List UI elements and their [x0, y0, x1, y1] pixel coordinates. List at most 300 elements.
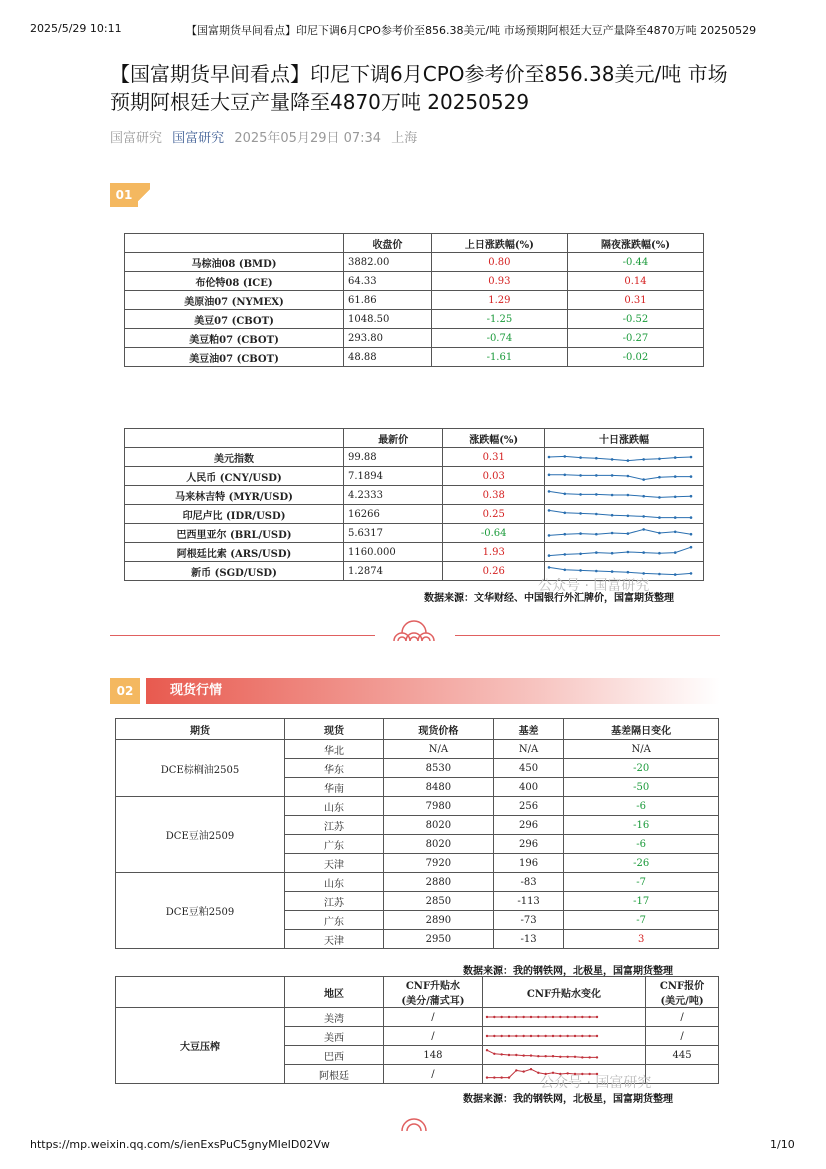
section-01-decor: [138, 183, 150, 207]
sparkline-point: [563, 569, 566, 572]
sparkline-line: [549, 567, 691, 574]
cnf-header: CNF升贴水 (美分/蒲式耳): [384, 977, 483, 1008]
cnf-quote: /: [646, 1008, 719, 1027]
sparkline-point: [537, 1016, 539, 1018]
sparkline-point: [566, 1035, 568, 1037]
sparkline-point: [579, 532, 582, 535]
article-title: 【国富期货早间看点】印尼下调6月CPO参考价至856.38美元/吨 市场预期阿根廷大豆产量降至4870万吨 20250529: [110, 62, 728, 114]
spot-region: 山东: [285, 797, 384, 816]
close-price: 48.88: [344, 348, 432, 367]
sparkline-point: [627, 475, 630, 478]
sparkline-point: [486, 1035, 488, 1037]
sparkline-point: [515, 1035, 517, 1037]
table-row: [125, 329, 704, 348]
table-row: [125, 310, 704, 329]
sparkline-chart: [483, 1009, 601, 1025]
sparkline-point: [642, 528, 645, 531]
overnight-change: -0.27: [567, 329, 703, 348]
sparkline-point: [515, 1016, 517, 1018]
article-date: 2025年05月29日 07:34: [234, 131, 382, 146]
sparkline-point: [642, 478, 645, 481]
overnight-change: 0.31: [567, 291, 703, 310]
sparkline-point: [500, 1035, 502, 1037]
fx-table: [124, 428, 704, 581]
sparkline-point: [642, 551, 645, 554]
sparkline-point: [530, 1035, 532, 1037]
table-row: [116, 873, 719, 892]
sparkline-point: [627, 494, 630, 497]
sparkline-point: [508, 1054, 510, 1056]
sparkline-point: [581, 1056, 583, 1058]
sparkline-point: [658, 496, 661, 499]
sparkline-point: [544, 1016, 546, 1018]
article-location: 上海: [391, 131, 418, 146]
sparkline-point: [595, 474, 598, 477]
currency-name: 巴西里亚尔 (BRL/USD): [125, 524, 344, 543]
sparkline-point: [579, 456, 582, 459]
change-pct: 0.26: [443, 562, 545, 581]
sparkline-point: [595, 493, 598, 496]
sparkline-line: [549, 547, 691, 555]
basis-change: N/A: [564, 740, 719, 759]
sparkline-point: [559, 1016, 561, 1018]
sparkline-point: [493, 1016, 495, 1018]
basis-change: -20: [564, 759, 719, 778]
sparkline-point: [566, 1016, 568, 1018]
sparkline-chart: [545, 468, 695, 484]
close-price: 61.86: [344, 291, 432, 310]
cnf-header: CNF报价 (美元/吨): [646, 977, 719, 1008]
basis: 450: [493, 759, 564, 778]
sparkline-point: [581, 1016, 583, 1018]
close-price: 293.80: [344, 329, 432, 348]
sparkline-point: [611, 532, 614, 535]
sparkline-point: [627, 515, 630, 518]
sparkline-point: [559, 1035, 561, 1037]
sparkline-point: [563, 455, 566, 458]
sparkline-point: [579, 493, 582, 496]
spot-header: 基差隔日变化: [564, 719, 719, 740]
table-row: [125, 291, 704, 310]
latest-price: 5.6317: [344, 524, 443, 543]
sparkline-point: [674, 531, 677, 534]
spot-table: [115, 718, 719, 949]
latest-price: 16266: [344, 505, 443, 524]
spot-region: 华南: [285, 778, 384, 797]
sparkline-point: [674, 475, 677, 478]
table-row: [125, 448, 704, 467]
table-row: [116, 1008, 719, 1027]
prev-day-change: -1.61: [431, 348, 567, 367]
sparkline-point: [548, 566, 551, 569]
sparkline-point: [530, 1068, 532, 1070]
currency-name: 人民币 (CNY/USD): [125, 467, 344, 486]
sparkline-point: [563, 533, 566, 536]
sparkline-chart: [483, 1047, 601, 1063]
contract-name: 美豆07 (CBOT): [125, 310, 344, 329]
print-datetime: 2025/5/29 10:11: [30, 22, 122, 35]
sparkline-point: [627, 532, 630, 535]
sparkline-point: [548, 554, 551, 557]
sparkline-point: [522, 1016, 524, 1018]
basis-change: -26: [564, 854, 719, 873]
sparkline-point: [548, 509, 551, 512]
sparkline-point: [486, 1049, 488, 1051]
sparkline-point: [627, 551, 630, 554]
basis: -73: [493, 911, 564, 930]
sparkline-point: [658, 476, 661, 479]
sparkline-point: [642, 495, 645, 498]
currency-name: 新币 (SGD/USD): [125, 562, 344, 581]
watermark-1: 公众号 · 国富研究: [538, 578, 650, 594]
ten-day-trend: [545, 505, 704, 524]
sparkline-point: [508, 1035, 510, 1037]
spot-price: 2950: [384, 930, 494, 949]
sparkline-point: [508, 1016, 510, 1018]
spot-price: 2890: [384, 911, 494, 930]
sparkline-point: [611, 570, 614, 573]
sparkline-point: [658, 552, 661, 555]
sparkline-line: [487, 1050, 597, 1057]
sparkline-point: [548, 456, 551, 459]
sparkline-point: [566, 1056, 568, 1058]
sparkline-point: [563, 553, 566, 556]
sparkline-point: [522, 1035, 524, 1037]
sparkline-point: [574, 1035, 576, 1037]
currency-name: 阿根廷比索 (ARS/USD): [125, 543, 344, 562]
print-page-number: 1/10: [770, 1138, 795, 1151]
change-pct: 0.25: [443, 505, 545, 524]
cnf-premium: /: [384, 1027, 483, 1046]
cnf-premium: 148: [384, 1046, 483, 1065]
sparkline-point: [596, 1016, 598, 1018]
source-note-2: 数据来源：我的钢铁网，北极星，国富期货整理: [463, 966, 673, 977]
sparkline-point: [690, 533, 693, 536]
cnf-header: [116, 977, 285, 1008]
change-pct: 0.03: [443, 467, 545, 486]
contract-name: 美豆油07 (CBOT): [125, 348, 344, 367]
futures-table: [124, 233, 704, 367]
table-row: [125, 348, 704, 367]
sparkline-chart: [545, 544, 695, 560]
spot-region: 天津: [285, 854, 384, 873]
sparkline-point: [548, 534, 551, 537]
sparkline-point: [674, 551, 677, 554]
table-row: [125, 467, 704, 486]
fx-header: 涨跌幅(%): [443, 429, 545, 448]
basis-change: 3: [564, 930, 719, 949]
spot-price: 8020: [384, 816, 494, 835]
sparkline-point: [595, 533, 598, 536]
sparkline-point: [548, 490, 551, 493]
futures-contract: DCE豆油2509: [116, 797, 285, 873]
sparkline-point: [627, 571, 630, 574]
sparkline-point: [611, 494, 614, 497]
sparkline-point: [611, 552, 614, 555]
basis-change: -17: [564, 892, 719, 911]
sparkline-point: [500, 1076, 502, 1078]
sparkline-point: [544, 1035, 546, 1037]
sparkline-point: [658, 573, 661, 576]
basis: -13: [493, 930, 564, 949]
sparkline-point: [537, 1035, 539, 1037]
contract-name: 马棕油08 (BMD): [125, 253, 344, 272]
sparkline-point: [522, 1070, 524, 1072]
basis: -113: [493, 892, 564, 911]
article-author: 国富研究: [110, 131, 163, 146]
sparkline-point: [596, 1035, 598, 1037]
section-divider-right: [455, 635, 720, 636]
currency-name: 马来林吉特 (MYR/USD): [125, 486, 344, 505]
spot-price: 7920: [384, 854, 494, 873]
basis-change: -7: [564, 911, 719, 930]
cnf-premium-trend: [482, 1046, 645, 1065]
spot-region: 江苏: [285, 816, 384, 835]
sparkline-point: [530, 1016, 532, 1018]
sparkline-point: [486, 1016, 488, 1018]
basis-change: -6: [564, 797, 719, 816]
currency-name: 美元指数: [125, 448, 344, 467]
cnf-premium-trend: [482, 1008, 645, 1027]
sparkline-point: [581, 1035, 583, 1037]
print-page-title: 【国富期货早间看点】印尼下调6月CPO参考价至856.38美元/吨 市场预期阿根廷大豆产量降至4870万吨 20250529: [186, 24, 757, 37]
futures-contract: DCE豆粕2509: [116, 873, 285, 949]
contract-name: 布伦特08 (ICE): [125, 272, 344, 291]
cnf-quote: 445: [646, 1046, 719, 1065]
sparkline-point: [658, 516, 661, 519]
contract-name: 美原油07 (NYMEX): [125, 291, 344, 310]
cnf-premium: /: [384, 1065, 483, 1084]
sparkline-point: [658, 532, 661, 535]
cnf-region: 美西: [285, 1027, 384, 1046]
section-02-header: [110, 678, 720, 704]
overnight-change: 0.14: [567, 272, 703, 291]
basis: 296: [493, 835, 564, 854]
cloud-ornament-icon: [388, 619, 440, 643]
sparkline-point: [595, 551, 598, 554]
source-note-3: 数据来源：我的钢铁网，北极星，国富期货整理: [463, 1094, 673, 1105]
sparkline-point: [627, 459, 630, 462]
account-link[interactable]: 国富研究: [172, 131, 225, 146]
spot-region: 广东: [285, 835, 384, 854]
cnf-table: [115, 976, 719, 1084]
sparkline-chart: [545, 525, 695, 541]
sparkline-point: [552, 1016, 554, 1018]
ten-day-trend: [545, 486, 704, 505]
spot-price: 2880: [384, 873, 494, 892]
sparkline-point: [611, 514, 614, 517]
cnf-header: CNF升贴水变化: [482, 977, 645, 1008]
article-meta: [110, 127, 417, 146]
sparkline-point: [674, 496, 677, 499]
section-01-badge: 01: [110, 183, 138, 207]
cnf-premium: /: [384, 1008, 483, 1027]
sparkline-line: [549, 491, 691, 497]
spot-region: 广东: [285, 911, 384, 930]
sparkline-point: [579, 569, 582, 572]
cnf-header: 地区: [285, 977, 384, 1008]
sparkline-chart: [545, 449, 695, 465]
sparkline-point: [690, 475, 693, 478]
spot-price: 8530: [384, 759, 494, 778]
futures-header: [125, 234, 344, 253]
change-pct: 1.93: [443, 543, 545, 562]
sparkline-point: [595, 457, 598, 460]
spot-header: 现货: [285, 719, 384, 740]
table-row: [116, 797, 719, 816]
sparkline-point: [642, 458, 645, 461]
fx-header: 十日涨跌幅: [545, 429, 704, 448]
sparkline-point: [493, 1076, 495, 1078]
latest-price: 1160.000: [344, 543, 443, 562]
sparkline-point: [588, 1056, 590, 1058]
sparkline-point: [522, 1054, 524, 1056]
basis: N/A: [493, 740, 564, 759]
cnf-region: 阿根廷: [285, 1065, 384, 1084]
basis: 196: [493, 854, 564, 873]
latest-price: 4.2333: [344, 486, 443, 505]
sparkline-point: [579, 553, 582, 556]
sparkline-point: [690, 546, 693, 549]
fx-header: 最新价: [344, 429, 443, 448]
sparkline-point: [493, 1035, 495, 1037]
sparkline-point: [552, 1055, 554, 1057]
section-02-title: 现货行情: [170, 683, 223, 698]
sparkline-point: [611, 474, 614, 477]
sparkline-point: [690, 516, 693, 519]
spot-header: 期货: [116, 719, 285, 740]
ten-day-trend: [545, 524, 704, 543]
sparkline-point: [588, 1035, 590, 1037]
sparkline-point: [559, 1056, 561, 1058]
spot-price: N/A: [384, 740, 494, 759]
cnf-quote: [646, 1065, 719, 1084]
spot-region: 华北: [285, 740, 384, 759]
section-02-badge: 02: [116, 684, 134, 698]
sparkline-point: [588, 1016, 590, 1018]
sparkline-point: [674, 516, 677, 519]
cloud-ornament-bottom-icon: [400, 1117, 428, 1131]
prev-day-change: -0.74: [431, 329, 567, 348]
watermark-2: 公众号 · 国富研究: [540, 1075, 652, 1091]
sparkline-point: [563, 493, 566, 496]
ten-day-trend: [545, 448, 704, 467]
futures-header: 收盘价: [344, 234, 432, 253]
sparkline-point: [642, 515, 645, 518]
fx-header: [125, 429, 344, 448]
sparkline-point: [530, 1054, 532, 1056]
latest-price: 7.1894: [344, 467, 443, 486]
close-price: 3882.00: [344, 253, 432, 272]
sparkline-point: [674, 573, 677, 576]
sparkline-point: [537, 1055, 539, 1057]
sparkline-point: [500, 1016, 502, 1018]
cnf-quote: /: [646, 1027, 719, 1046]
close-price: 64.33: [344, 272, 432, 291]
basis: 256: [493, 797, 564, 816]
sparkline-line: [549, 529, 691, 535]
sparkline-point: [508, 1076, 510, 1078]
sparkline-point: [579, 512, 582, 515]
sparkline-point: [690, 572, 693, 575]
basis-change: -6: [564, 835, 719, 854]
sparkline-chart: [483, 1028, 601, 1044]
sparkline-point: [515, 1054, 517, 1056]
sparkline-point: [595, 570, 598, 573]
futures-header: 上日涨跌幅(%): [431, 234, 567, 253]
sparkline-chart: [545, 487, 695, 503]
section-divider-left: [110, 635, 375, 636]
prev-day-change: 1.29: [431, 291, 567, 310]
latest-price: 99.88: [344, 448, 443, 467]
sparkline-point: [674, 456, 677, 459]
spot-region: 华东: [285, 759, 384, 778]
sparkline-point: [563, 512, 566, 515]
currency-name: 印尼卢比 (IDR/USD): [125, 505, 344, 524]
sparkline-point: [611, 458, 614, 461]
ten-day-trend: [545, 467, 704, 486]
crush-group: 大豆压榨: [116, 1008, 285, 1084]
cnf-region: 美湾: [285, 1008, 384, 1027]
sparkline-point: [574, 1056, 576, 1058]
sparkline-chart: [545, 506, 695, 522]
table-row: [125, 253, 704, 272]
sparkline-point: [544, 1055, 546, 1057]
spot-price: 2850: [384, 892, 494, 911]
change-pct: 0.38: [443, 486, 545, 505]
futures-header: 隔夜涨跌幅(%): [567, 234, 703, 253]
prev-day-change: -1.25: [431, 310, 567, 329]
spot-price: 8480: [384, 778, 494, 797]
table-row: [116, 740, 719, 759]
sparkline-line: [549, 475, 691, 480]
basis-change: -50: [564, 778, 719, 797]
sparkline-point: [579, 474, 582, 477]
sparkline-point: [548, 474, 551, 477]
spot-region: 江苏: [285, 892, 384, 911]
ten-day-trend: [545, 543, 704, 562]
cnf-premium-trend: [482, 1027, 645, 1046]
sparkline-point: [552, 1035, 554, 1037]
spot-price: 8020: [384, 835, 494, 854]
source-note-1: 数据来源：文华财经、中国银行外汇牌价，国富期货整理: [424, 593, 674, 604]
spot-header: 现货价格: [384, 719, 494, 740]
basis: 400: [493, 778, 564, 797]
sparkline-point: [690, 495, 693, 498]
sparkline-point: [493, 1053, 495, 1055]
table-row: [125, 486, 704, 505]
spot-region: 天津: [285, 930, 384, 949]
table-row: [125, 505, 704, 524]
spot-header: 基差: [493, 719, 564, 740]
basis: -83: [493, 873, 564, 892]
overnight-change: -0.52: [567, 310, 703, 329]
sparkline-line: [549, 456, 691, 460]
change-pct: 0.31: [443, 448, 545, 467]
basis-change: -16: [564, 816, 719, 835]
table-row: [125, 543, 704, 562]
basis-change: -7: [564, 873, 719, 892]
futures-contract: DCE棕榈油2505: [116, 740, 285, 797]
prev-day-change: 0.80: [431, 253, 567, 272]
sparkline-point: [595, 513, 598, 516]
prev-day-change: 0.93: [431, 272, 567, 291]
close-price: 1048.50: [344, 310, 432, 329]
latest-price: 1.2874: [344, 562, 443, 581]
overnight-change: -0.44: [567, 253, 703, 272]
sparkline-point: [574, 1016, 576, 1018]
sparkline-line: [549, 510, 691, 517]
